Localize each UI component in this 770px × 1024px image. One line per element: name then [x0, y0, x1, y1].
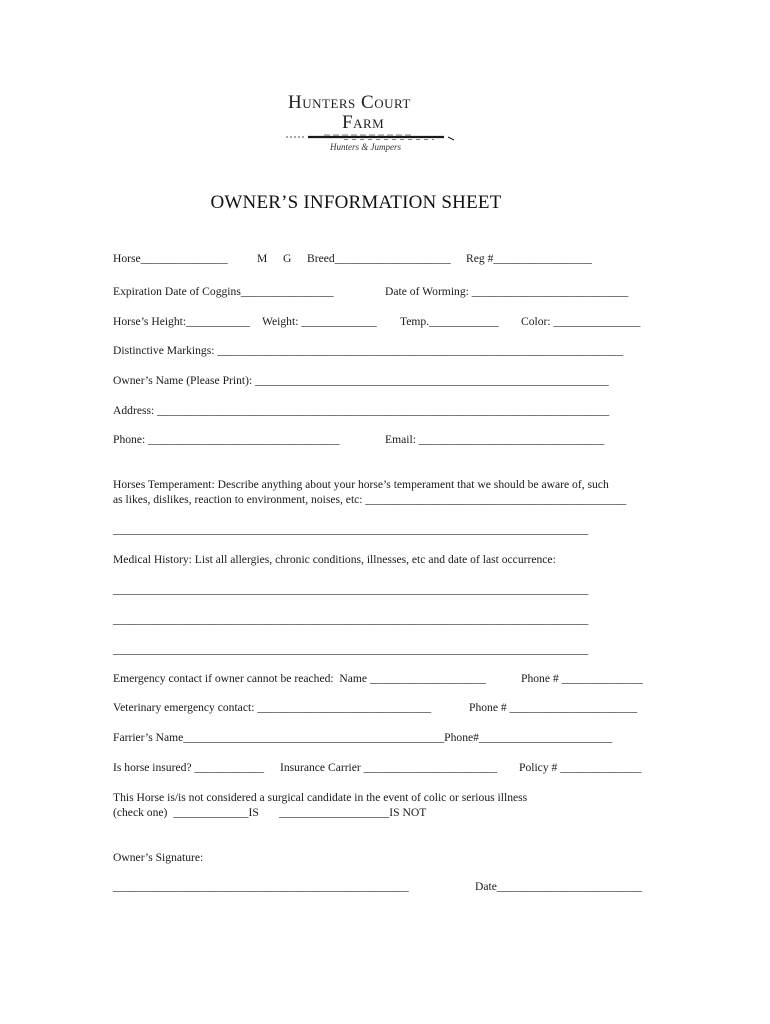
logo-tagline: Hunters & Jumpers — [330, 142, 401, 152]
surgical-candidate-prompt: This Horse is/is not considered a surgical candidate in the event of colic or serious illness — [113, 791, 528, 804]
color-field[interactable]: Color: _______________ — [521, 315, 641, 328]
medical-history-line-1[interactable]: __________________________________________________________________________________ — [113, 583, 589, 596]
medical-history-line-3[interactable]: __________________________________________________________________________________ — [113, 643, 589, 656]
height-field[interactable]: Horse’s Height:___________ — [113, 315, 250, 328]
temp-field[interactable]: Temp.____________ — [400, 315, 499, 328]
horse-name-field[interactable]: Horse_______________ — [113, 252, 228, 265]
page-title-text: OWNER’S INFORMATION SHEET — [210, 192, 502, 213]
medical-history-line-2[interactable]: __________________________________________________________________________________ — [113, 613, 589, 626]
signature-label: Owner’s Signature: — [113, 851, 204, 864]
temperament-extra-line[interactable]: __________________________________________________________________________________ — [113, 523, 589, 536]
vet-contact-field[interactable]: Veterinary emergency contact: ______________________________ — [113, 701, 432, 714]
weight-field[interactable]: Weight: _____________ — [262, 315, 377, 328]
sex-option-m[interactable]: M — [257, 252, 268, 265]
coggins-date-field[interactable]: Expiration Date of Coggins________________ — [113, 285, 334, 298]
farrier-field[interactable]: Farrier’s Name_____________________________________________Phone#_______________________ — [113, 731, 613, 744]
email-field[interactable]: Email: ________________________________ — [385, 433, 605, 446]
date-field[interactable]: Date_________________________ — [475, 880, 642, 893]
sex-option-g[interactable]: G — [283, 252, 292, 265]
insured-field[interactable]: Is horse insured? ____________ — [113, 761, 265, 774]
logo-rule-icon — [284, 132, 456, 142]
policy-number-field[interactable]: Policy # ______________ — [519, 761, 642, 774]
markings-field[interactable]: Distinctive Markings: ______________________________________________________________________ — [113, 344, 624, 357]
owner-name-field[interactable]: Owner’s Name (Please Print): _____________________________________________________________ — [113, 374, 609, 387]
worming-date-field[interactable]: Date of Worming: ___________________________ — [385, 285, 629, 298]
logo-text-line1: Hunters Court — [288, 92, 411, 113]
registration-field[interactable]: Reg #_________________ — [466, 252, 592, 265]
signature-field[interactable]: ___________________________________________________ — [113, 880, 409, 893]
vet-phone-field[interactable]: Phone # ______________________ — [469, 701, 638, 714]
surgical-candidate-options[interactable]: (check one) _____________IS ___________________IS NOT — [113, 806, 427, 819]
address-field[interactable]: Address: ______________________________________________________________________________ — [113, 404, 610, 417]
temperament-prompt: Horses Temperament: Describe anything about your horse’s temperament that we should be aware of, such — [113, 478, 609, 491]
page-title — [0, 192, 770, 214]
breed-field[interactable]: Breed____________________ — [307, 252, 451, 265]
farm-logo — [280, 92, 460, 164]
medical-history-label: Medical History: List all allergies, chronic conditions, illnesses, etc and date of last occurrence: — [113, 553, 556, 566]
emergency-contact-name-field[interactable]: Emergency contact if owner cannot be reached: Name ____________________ — [113, 672, 486, 685]
temperament-field[interactable]: as likes, dislikes, reaction to environment, noises, etc: _____________________________________________ — [113, 493, 627, 506]
emergency-contact-phone-field[interactable]: Phone # ______________ — [521, 672, 643, 685]
phone-field[interactable]: Phone: _________________________________ — [113, 433, 340, 446]
logo-text-line2: Farm — [342, 112, 385, 133]
insurance-carrier-field[interactable]: Insurance Carrier _______________________ — [280, 761, 498, 774]
